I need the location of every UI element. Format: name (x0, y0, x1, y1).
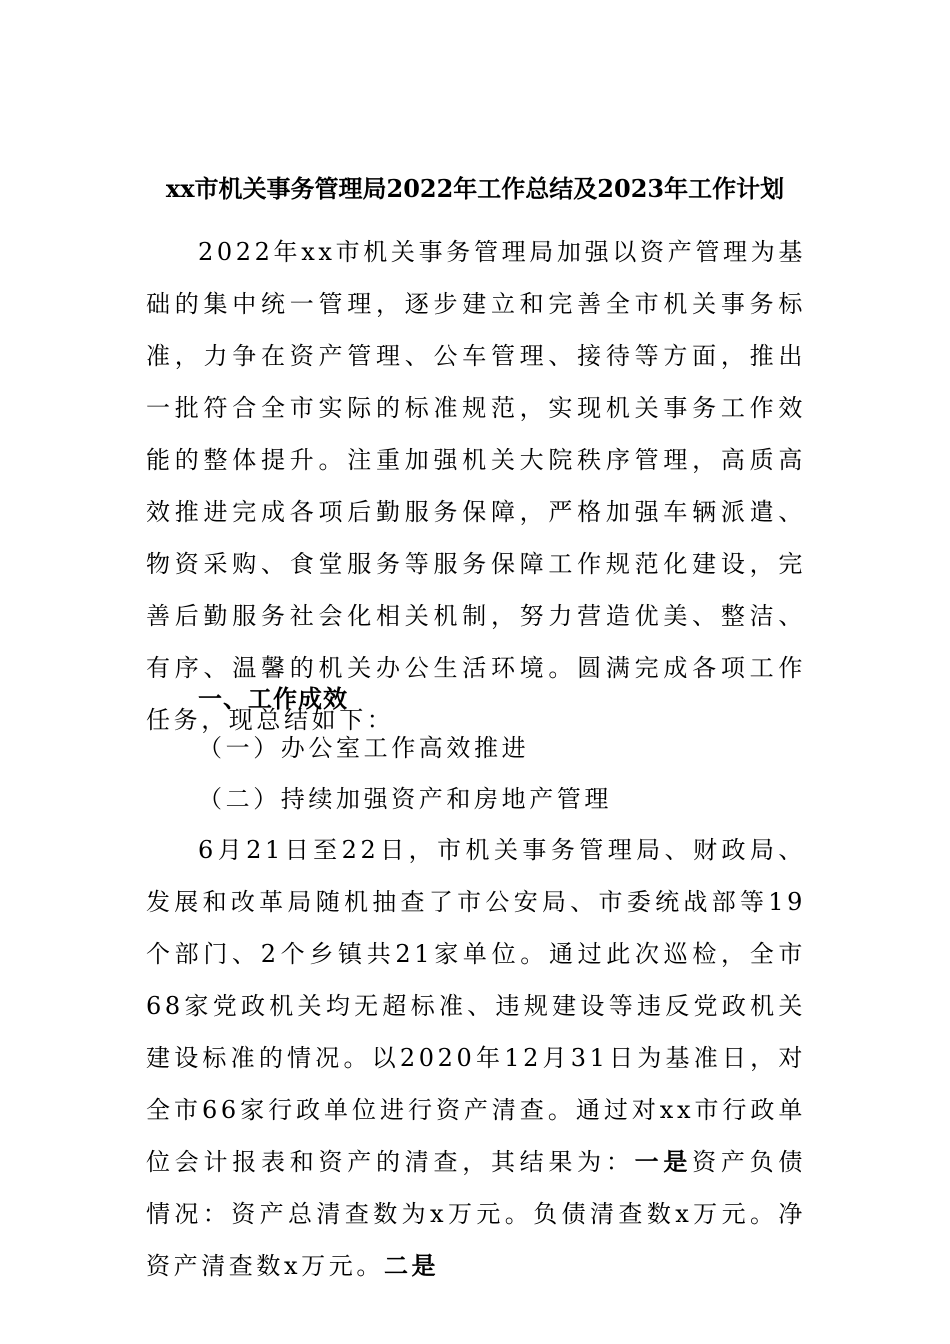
assets-paragraph-text-1: 6月21日至22日，市机关事务管理局、财政局、发展和改革局随机抽查了市公安局、市委统战部等19个部门、2个乡镇共21家单位。通过此次巡检，全市68家党政机关均无超标准、违规建设等违反党政机关建设标准的情况。以2020年12月31日为基准日，对全市66家行政单位进行资产清查。通过对xx市行政单位会计报表和资产的清查，其结果为： (146, 836, 806, 1176)
assets-paragraph (146, 824, 806, 1292)
document-title: xx市机关事务管理局2022年工作总结及2023年工作计划 (165, 174, 785, 204)
subsection-heading-2: （二）持续加强资产和房地产管理 (198, 785, 612, 813)
assets-paragraph-text-2: 资产负债情况：资产总清查数为x万元。负债清查数x万元。净资产清查数x万元。 (146, 1148, 807, 1280)
emphasis-second: 二是 (383, 1252, 440, 1280)
intro-paragraph: 2022年xx市机关事务管理局加强以资产管理为基础的集中统一管理，逐步建立和完善全市机关事务标准，力争在资产管理、公车管理、接待等方面，推出一批符合全市实际的标准规范，实现机关事务工作效能的整体提升。注重加强机关大院秩序管理，高质高效推进完成各项后勤服务保障，严格加强车辆派遣、物资采购、食堂服务等服务保障工作规范化建设，完善后勤服务社会化相关机制，努力营造优美、整洁、有序、温馨的机关办公生活环境。圆满完成各项工作任务，现总结如下： (146, 238, 806, 734)
section-heading: 一、工作成效 (198, 685, 348, 713)
subsection-heading-1: （一）办公室工作高效推进 (198, 734, 530, 762)
emphasis-first: 一是 (634, 1148, 693, 1176)
